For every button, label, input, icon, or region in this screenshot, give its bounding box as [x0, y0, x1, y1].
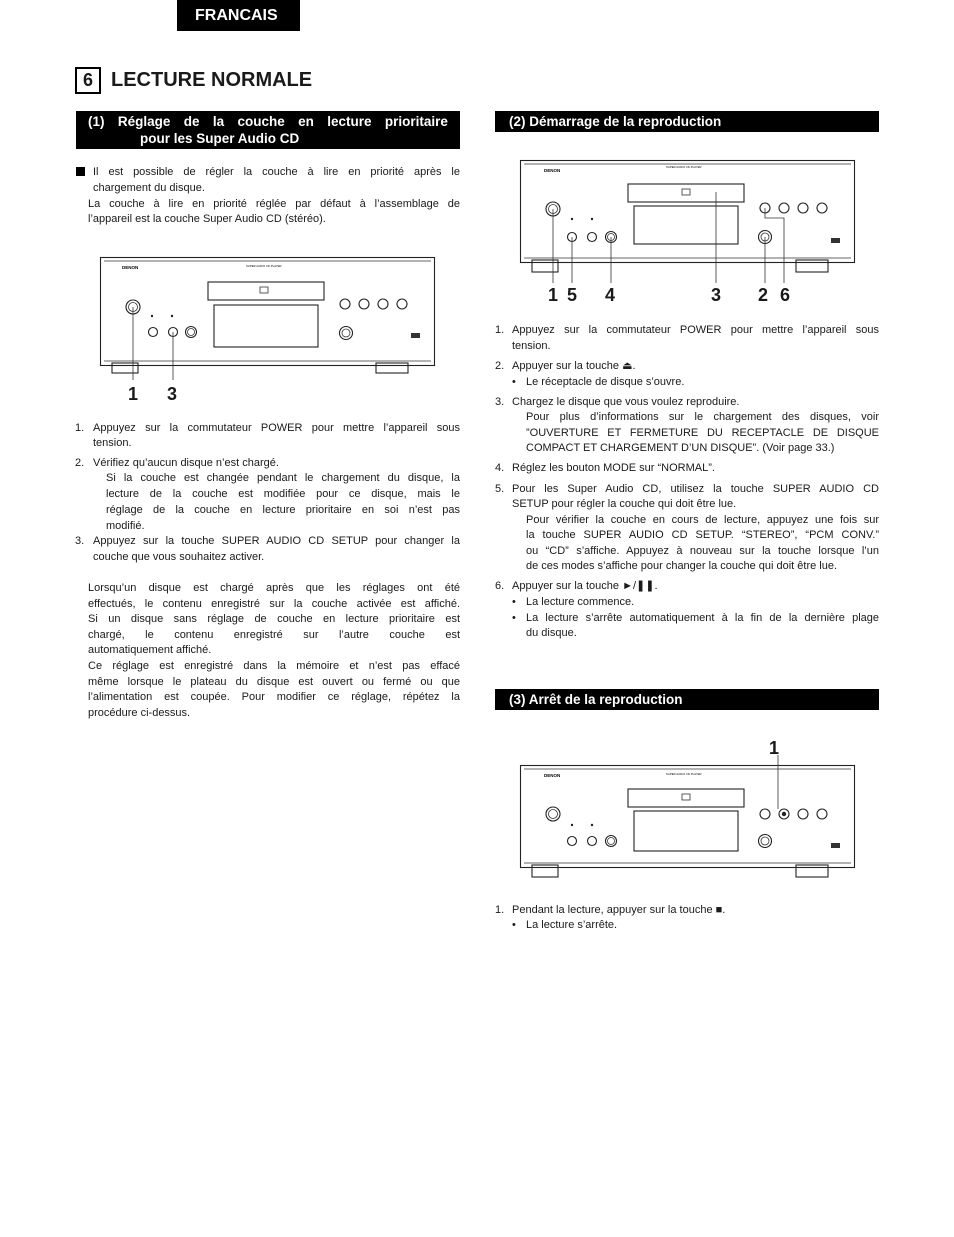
note-line: Ce réglage est enregistré dans la mémoire et n’est pas effacé	[88, 660, 460, 672]
section1-heading	[76, 111, 460, 149]
note-line: automatiquement affiché.	[88, 644, 212, 656]
tray-eject-icon	[682, 189, 690, 195]
step-text: Appuyez sur la commutateur POWER pour mettre l’appareil sous	[93, 422, 460, 434]
note-line: Lorsqu’un disque est chargé après que les réglages ont été	[88, 582, 460, 594]
device-foot	[532, 260, 558, 272]
step-text: de ces modes s’affiche pour changer la couche qui doit être lue.	[526, 560, 838, 572]
step-number: 1.	[495, 324, 505, 336]
step-text: Appuyer sur la touche ►/❚❚.	[512, 580, 658, 592]
disc-tray	[628, 789, 744, 807]
section2-heading: (2) Démarrage de la reproduction	[495, 111, 879, 132]
note-line: même lorsque le plateau du disque est ouvert ou fermé ou que	[88, 676, 460, 688]
callout-number: 1	[128, 384, 139, 404]
cd-player-illustration	[520, 763, 856, 883]
transport-button-icon	[779, 203, 789, 213]
step-text: Si la couche est changée pendant le chargement du disque, la	[106, 472, 460, 484]
section3-heading: (3) Arrêt de la reproduction	[495, 689, 879, 710]
square-bullet-icon	[76, 167, 85, 176]
callout-number: 3	[711, 285, 722, 305]
step-number: 1.	[75, 422, 85, 434]
brand-label: DENON	[122, 265, 139, 270]
disc-tray	[208, 282, 324, 300]
step-number: 2.	[495, 360, 505, 372]
disc-tray	[628, 184, 744, 202]
transport-button-icon	[378, 299, 388, 309]
callout-number: 1	[769, 738, 780, 758]
step-text: Appuyez sur la touche SUPER AUDIO CD SETUP pour changer la	[93, 535, 460, 547]
heading-word: couche	[237, 114, 285, 129]
heading-line2: pour les Super Audio CD	[140, 131, 300, 146]
transport-button-icon	[817, 809, 827, 819]
transport-button-icon	[340, 299, 350, 309]
device-foot	[796, 865, 828, 877]
device-chassis	[521, 161, 855, 263]
step-number: 6.	[495, 580, 505, 592]
bullet-icon: •	[512, 612, 516, 624]
note-line: chargé, le contenu enregistré sur l’autre couche est	[88, 629, 460, 641]
intro-line: l’appareil est la couche Super Audio CD (stéréo).	[88, 213, 326, 225]
step-text: couche que vous souhaitez activer.	[93, 551, 265, 563]
heading-word: Réglage	[117, 114, 171, 129]
bullet-icon: •	[512, 596, 516, 608]
heading-num: (1)	[88, 114, 105, 129]
step-number: 3.	[75, 535, 85, 547]
transport-button-icon	[798, 809, 808, 819]
language-tab: FRANCAIS	[177, 0, 300, 31]
step-number: 5.	[495, 483, 505, 495]
step-text: ”OUVERTURE ET FERMETURE DU RECEPTACLE DE DISQUE	[526, 427, 879, 439]
heading-word: en	[298, 114, 314, 129]
button-icon	[588, 837, 597, 846]
transport-button-icon	[359, 299, 369, 309]
intro-line: Il est possible de régler la couche à lire en priorité après le	[93, 166, 460, 178]
cd-player-illustration	[100, 255, 436, 375]
led-icon	[591, 824, 593, 826]
transport-button-icon	[397, 299, 407, 309]
callout-number: 5	[567, 285, 578, 305]
jog-knob-icon	[759, 835, 772, 848]
badge-icon	[411, 333, 420, 338]
button-icon	[588, 233, 597, 242]
section-number: 6	[75, 67, 101, 94]
step-text: lecture de la couche est modifiée pour ce disque, mais le	[106, 488, 460, 500]
note-line: l’alimentation est coupée. Pour modifier ce réglage, répétez la	[88, 691, 460, 703]
button-icon	[149, 328, 158, 337]
step-text: Pendant la lecture, appuyer sur la touche ■.	[512, 904, 726, 916]
logo-label: SUPER AUDIO CD PLAYER	[246, 264, 282, 268]
note-line: effectués, le contenu enregistré sur la couche activée est affiché.	[88, 598, 460, 610]
step-text: Pour plus d’informations sur le chargement des disques, voir	[526, 411, 879, 423]
heading-word: de	[183, 114, 200, 129]
transport-button-icon	[798, 203, 808, 213]
callout-number: 3	[167, 384, 178, 404]
callout-number: 1	[548, 285, 559, 305]
device-foot	[112, 363, 138, 373]
step-number: 4.	[495, 462, 505, 474]
bullet-icon: •	[512, 376, 516, 388]
display-window	[634, 206, 738, 244]
cd-player-illustration	[520, 158, 856, 278]
step-text: La lecture s’arrête automatiquement à la fin de la dernière plage	[526, 612, 879, 624]
button-icon	[568, 837, 577, 846]
heading-word: la	[212, 114, 225, 129]
callout-number: 4	[605, 285, 616, 305]
jog-knob-icon	[340, 327, 353, 340]
step-text: ou “CD” s’affiche. Appuyez à nouveau sur la touche lorsque l’un	[526, 545, 879, 557]
display-window	[634, 811, 738, 851]
step-text: du disque.	[526, 627, 577, 639]
step-text: la touche SUPER AUDIO CD SETUP. “STEREO”, “PCM CONV.”	[526, 529, 879, 541]
device-chassis	[521, 766, 855, 868]
step-text: tension.	[512, 340, 551, 352]
callout-number: 6	[780, 285, 791, 305]
logo-label: SUPER AUDIO CD PLAYER	[666, 165, 702, 169]
step-text: Appuyer sur la touche ⏏.	[512, 360, 636, 372]
step-text: Pour vérifier la couche en cours de lecture, appuyez une fois sur	[526, 514, 879, 526]
badge-icon	[831, 843, 840, 848]
note-line: procédure ci-dessus.	[88, 707, 191, 719]
logo-label: SUPER AUDIO CD PLAYER	[666, 772, 702, 776]
led-icon	[571, 218, 573, 220]
page-title: LECTURE NORMALE	[111, 69, 313, 91]
note-line: Si un disque sans réglage de couche en lecture prioritaire est	[88, 613, 460, 625]
step-number: 1.	[495, 904, 505, 916]
power-button-icon	[546, 807, 560, 821]
step-text: modifié.	[106, 520, 145, 532]
display-window	[214, 305, 318, 347]
intro-line: La couche à lire en priorité réglée par défaut à l’assemblage de	[88, 198, 460, 210]
device-foot	[532, 865, 558, 877]
tray-eject-icon	[260, 287, 268, 293]
callout-line	[765, 208, 784, 283]
step-text: Chargez le disque que vous voulez reproduire.	[512, 396, 740, 408]
led-icon	[591, 218, 593, 220]
transport-button-icon	[817, 203, 827, 213]
bullet-icon: •	[512, 919, 516, 931]
led-icon	[171, 315, 173, 317]
led-icon	[151, 315, 153, 317]
intro-line: chargement du disque.	[93, 182, 205, 194]
device-foot	[796, 260, 828, 272]
tray-eject-icon	[682, 794, 690, 800]
step-text: COMPACT ET CHARGEMENT D’UN DISQUE”. (Voir page 33.)	[526, 442, 835, 454]
step-number: 3.	[495, 396, 505, 408]
step-text: La lecture commence.	[526, 596, 635, 608]
step-text: SETUP pour régler la couche qui doit être lue.	[512, 498, 737, 510]
step-text: tension.	[93, 437, 132, 449]
transport-button-icon	[760, 809, 770, 819]
badge-icon	[831, 238, 840, 243]
brand-label: DENON	[544, 168, 561, 173]
step-text: Le réceptacle de disque s’ouvre.	[526, 376, 685, 388]
step-text: Vérifiez qu’aucun disque n’est chargé.	[93, 457, 279, 469]
step-text: réglage de la couche en lecture prioritaire en soi n’est pas	[106, 504, 460, 516]
brand-label: DENON	[544, 773, 561, 778]
callout-number: 2	[758, 285, 769, 305]
led-icon	[571, 824, 573, 826]
step-text: Pour les Super Audio CD, utilisez la touche SUPER AUDIO CD	[512, 483, 879, 495]
heading-word: lecture	[327, 114, 372, 129]
step-text: La lecture s’arrête.	[526, 919, 618, 931]
step-text: Réglez les bouton MODE sur “NORMAL”.	[512, 462, 715, 474]
device-chassis	[101, 258, 435, 366]
step-text: Appuyez sur la commutateur POWER pour mettre l’appareil sous	[512, 324, 879, 336]
step-number: 2.	[75, 457, 85, 469]
device-foot	[376, 363, 408, 373]
heading-word: prioritaire	[384, 114, 448, 129]
